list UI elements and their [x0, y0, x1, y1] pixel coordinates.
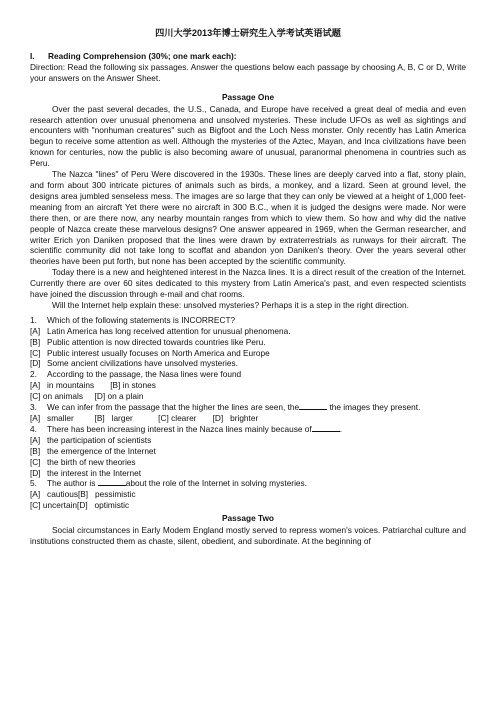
passage-one-paragraph: Today there is a new and heightened interest in the Nazca lines. It is a direct result of the creation of the Internet. Currently there are over 60 sites dedicated to this mystery from Latin America's past, and even respected scientists have joined the discussion through e-mail and chat rooms.	[30, 267, 466, 300]
answer-option: [B] the emergence of the Internet	[30, 445, 156, 456]
answer-options-row: [A] cautious[B] pessimistic	[30, 489, 136, 500]
answer-option: [A] Latin America has long received attention for unusual phenomena.	[30, 325, 291, 336]
answer-blank	[98, 478, 126, 486]
question-1: 1. Which of the following statements is INCORRECT?	[30, 314, 236, 325]
passage-one-paragraph: Over the past several decades, the U.S., Canada, and Europe have received a great deal of media and even research attention over unusual phenomena and unsolved mysteries. These include UFOs as well as sightings and encounters with "nonhuman creatures" such as Bigfoot and the Loch Ness monster. Only recently has Latin America begun to receive some attention as well. Although the mysteries of the Aztec, Mayan, and Inca civilizations have been known for centuries, now the public is also becoming aware of unusual, paranormal phenomena in countries such as Peru.	[30, 103, 466, 169]
passage-one-title: Passage One	[221, 91, 275, 102]
passage-one-paragraph: Will the Internet help explain these: unsolved mysteries? Perhaps it is a step in the right direction.	[52, 299, 409, 310]
question-2: 2. According to the passage, the Nasa lines were found	[30, 369, 242, 380]
question-5: 5. The author is about the role of the Internet in solving mysteries.	[30, 478, 307, 489]
passage-two-title: Passage Two	[222, 513, 274, 524]
passage-one-paragraph: The Nazca "lines" of Peru Were discovered in the 1930s. These lines are deeply carved into a flat, stony plain, and form about 300 intricate pictures of animals such as birds, a monkey, and a lizard. Seen at ground level, the designs area jumbled senseless mess. The images are so large that they can only be viewed at a height of 1,000 feet- meaning from an aircraft Yet there were no aircraft in 300 B.C., when it is judged the designs were made. Nor were there then, or are there now, any nearby mountain ranges from which to view them. So how and why did the native people of Nazca create these marvelous designs? One answer appeared in 1969, when the German researcher, and writer Erich yon Daniken proposed that the lines were drawn by extraterrestrials as runways for their aircraft. The scientific community did not take long to scoffat and abandon yon Daniken's theory. Over the years several other theories have been put forth, but none has been accepted by the scientific community.	[30, 169, 466, 267]
answer-options-row: [C] on animals [D] on a plain	[30, 391, 144, 402]
page-title: 四川大学2013年博士研究生入学考试英语试题	[155, 28, 341, 38]
question-3: 3. We can infer from the passage that the higher the lines are seen, the the images they present.	[30, 402, 421, 413]
answer-blank	[299, 402, 327, 410]
directions: Direction: Read the following six passages. Answer the questions below each passage by choosing A, B, C or D, Write your answers on the Answer Sheet.	[30, 61, 466, 83]
answer-options-row: [C] uncertain[D] optimistic	[30, 500, 130, 511]
question-4: 4. There has been increasing interest in the Nazca lines mainly because of .	[30, 423, 343, 434]
answer-blank	[312, 424, 340, 432]
answer-option: [A] the participation of scientists	[30, 434, 152, 445]
answer-option: [C] the birth of new theories	[30, 456, 136, 467]
answer-options-row: [A] smaller [B] larger [C] clearer [D] brighter	[30, 413, 259, 423]
answer-option: [B] Public attention is now directed towards countries like Peru.	[30, 336, 266, 347]
section-heading: I. Reading Comprehension (30%; one mark each):	[30, 51, 237, 61]
answer-option: [C] Public interest usually focuses on North America and Europe	[30, 347, 270, 358]
answer-option: [D] Some ancient civilizations have unsolved mysteries.	[30, 358, 238, 369]
passage-two-paragraph: Social circumstances in Early Modem England mostly served to repress women's voices. Patriarchal culture and institutions constructed them as chaste, silent, obedient, and subordinate. At the beginning of	[30, 525, 466, 546]
answer-options-row: [A] in mountains [B] in stones	[30, 380, 156, 391]
answer-option: [D] the interest in the Internet	[30, 467, 142, 478]
